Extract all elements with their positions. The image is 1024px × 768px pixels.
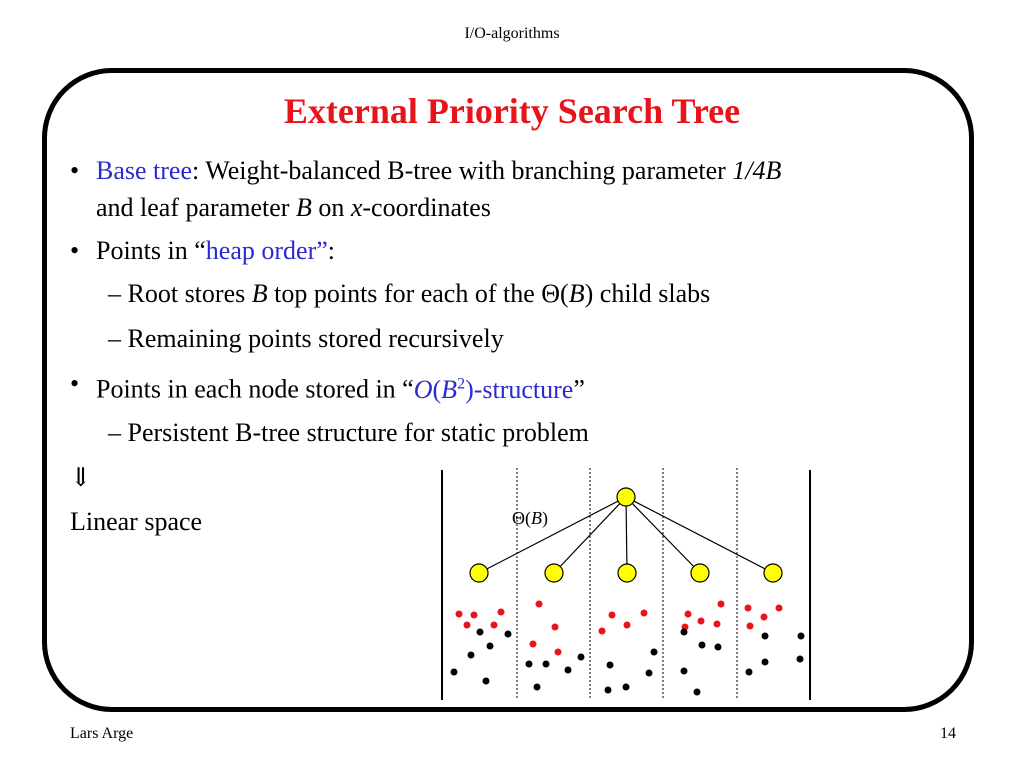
red-point (498, 609, 505, 616)
structure-rest: )-structure (465, 374, 574, 404)
bullet-node-structure (70, 365, 950, 408)
black-point (468, 652, 475, 659)
tree-diagram (420, 460, 840, 710)
bullet-marker: • (70, 156, 80, 185)
red-point (491, 622, 498, 629)
child-node (691, 564, 709, 582)
root-node (617, 488, 635, 506)
child-node (470, 564, 488, 582)
superscript-2: 2 (457, 375, 466, 392)
black-point (487, 643, 494, 650)
child-node (545, 564, 563, 582)
page-number: 14 (940, 725, 956, 742)
red-point (609, 612, 616, 619)
branching-param: 1/4B (732, 156, 782, 185)
root-text-3: child slabs (593, 279, 711, 308)
red-point (747, 623, 754, 630)
subbullet-recursive (70, 320, 950, 357)
base-tree-text-2: and leaf parameter (96, 193, 296, 222)
node-structure-suffix: ” (573, 374, 585, 404)
tree-edge (479, 497, 626, 573)
black-point (715, 644, 722, 651)
theta-close: ) (584, 279, 594, 308)
o-b2-structure-term (414, 375, 574, 404)
red-point (530, 641, 537, 648)
theta-label-prefix: Θ( (512, 508, 531, 528)
base-tree-text-4: -coordinates (362, 193, 491, 222)
subbullet-persistent (70, 414, 950, 451)
conclusion-text: Linear space (70, 506, 203, 536)
footer-author: Lars Arge (70, 725, 134, 742)
theta-b-var: B (568, 279, 585, 308)
black-point (565, 667, 572, 674)
subbullet-root-stores (70, 275, 950, 312)
big-o: O (413, 374, 433, 404)
red-point (552, 624, 559, 631)
root-text-2: top points for each of the (267, 279, 542, 308)
black-point (505, 631, 512, 638)
red-point (599, 628, 606, 635)
black-point (543, 661, 550, 668)
implies-arrow: ⇓ (70, 462, 92, 492)
theta-open: Θ( (541, 279, 569, 308)
black-point (762, 633, 769, 640)
bullet-heap-order (70, 232, 950, 269)
red-point (685, 611, 692, 618)
black-point (694, 689, 701, 696)
recursive-text: Remaining points stored recursively (121, 324, 504, 353)
bullet-base-tree (70, 152, 950, 226)
black-point (578, 654, 585, 661)
red-point (714, 621, 721, 628)
black-point (798, 633, 805, 640)
bullet-marker: • (70, 369, 80, 398)
leaf-param: B (295, 193, 312, 222)
red-point (555, 649, 562, 656)
root-text-1: Root stores (121, 279, 252, 308)
black-points (451, 629, 805, 696)
red-point (698, 618, 705, 625)
black-point (699, 642, 706, 649)
red-point (745, 605, 752, 612)
bullet-marker: • (70, 236, 80, 265)
black-point (526, 661, 533, 668)
black-point (746, 669, 753, 676)
black-point (762, 659, 769, 666)
base-tree-term: Base tree (96, 156, 193, 185)
persistent-text: Persistent B-tree structure for static problem (121, 417, 589, 447)
black-point (651, 649, 658, 656)
dash-marker: – (108, 417, 121, 447)
node-structure-prefix: Points in each node stored in “ (96, 374, 414, 404)
slide-header: I/O-algorithms (464, 25, 560, 42)
red-point (536, 601, 543, 608)
red-point (761, 614, 768, 621)
red-point (641, 610, 648, 617)
black-point (646, 670, 653, 677)
b-var: B (441, 374, 458, 404)
theta-label-var: B (531, 508, 542, 528)
red-point (624, 622, 631, 629)
child-node (618, 564, 636, 582)
tree-edge (626, 497, 627, 573)
dash-marker: – (108, 279, 121, 308)
theta-label-suffix: ) (542, 508, 548, 528)
red-points (456, 601, 783, 656)
black-point (623, 684, 630, 691)
black-point (451, 669, 458, 676)
heap-order-prefix: Points in “ (96, 236, 206, 265)
base-tree-text: : Weight-balanced B-tree with branching parameter (192, 156, 733, 185)
theta-b-label (512, 508, 548, 529)
red-point (464, 622, 471, 629)
child-node (764, 564, 782, 582)
tree-edge (626, 497, 773, 573)
red-point (471, 612, 478, 619)
x-coordinate-var: x (350, 193, 363, 222)
black-point (534, 684, 541, 691)
base-tree-text-3: on (311, 193, 351, 222)
black-point (681, 629, 688, 636)
black-point (605, 687, 612, 694)
black-point (607, 662, 614, 669)
black-point (797, 656, 804, 663)
open-paren: ( (432, 374, 442, 404)
dash-marker: – (108, 324, 121, 353)
red-point (456, 611, 463, 618)
root-b-var: B (251, 279, 268, 308)
heap-order-term: heap order” (205, 236, 328, 265)
red-point (776, 605, 783, 612)
heap-order-suffix: : (327, 236, 336, 265)
red-point (718, 601, 725, 608)
black-point (483, 678, 490, 685)
black-point (477, 629, 484, 636)
slide-title: External Priority Search Tree (283, 91, 741, 131)
black-point (681, 668, 688, 675)
